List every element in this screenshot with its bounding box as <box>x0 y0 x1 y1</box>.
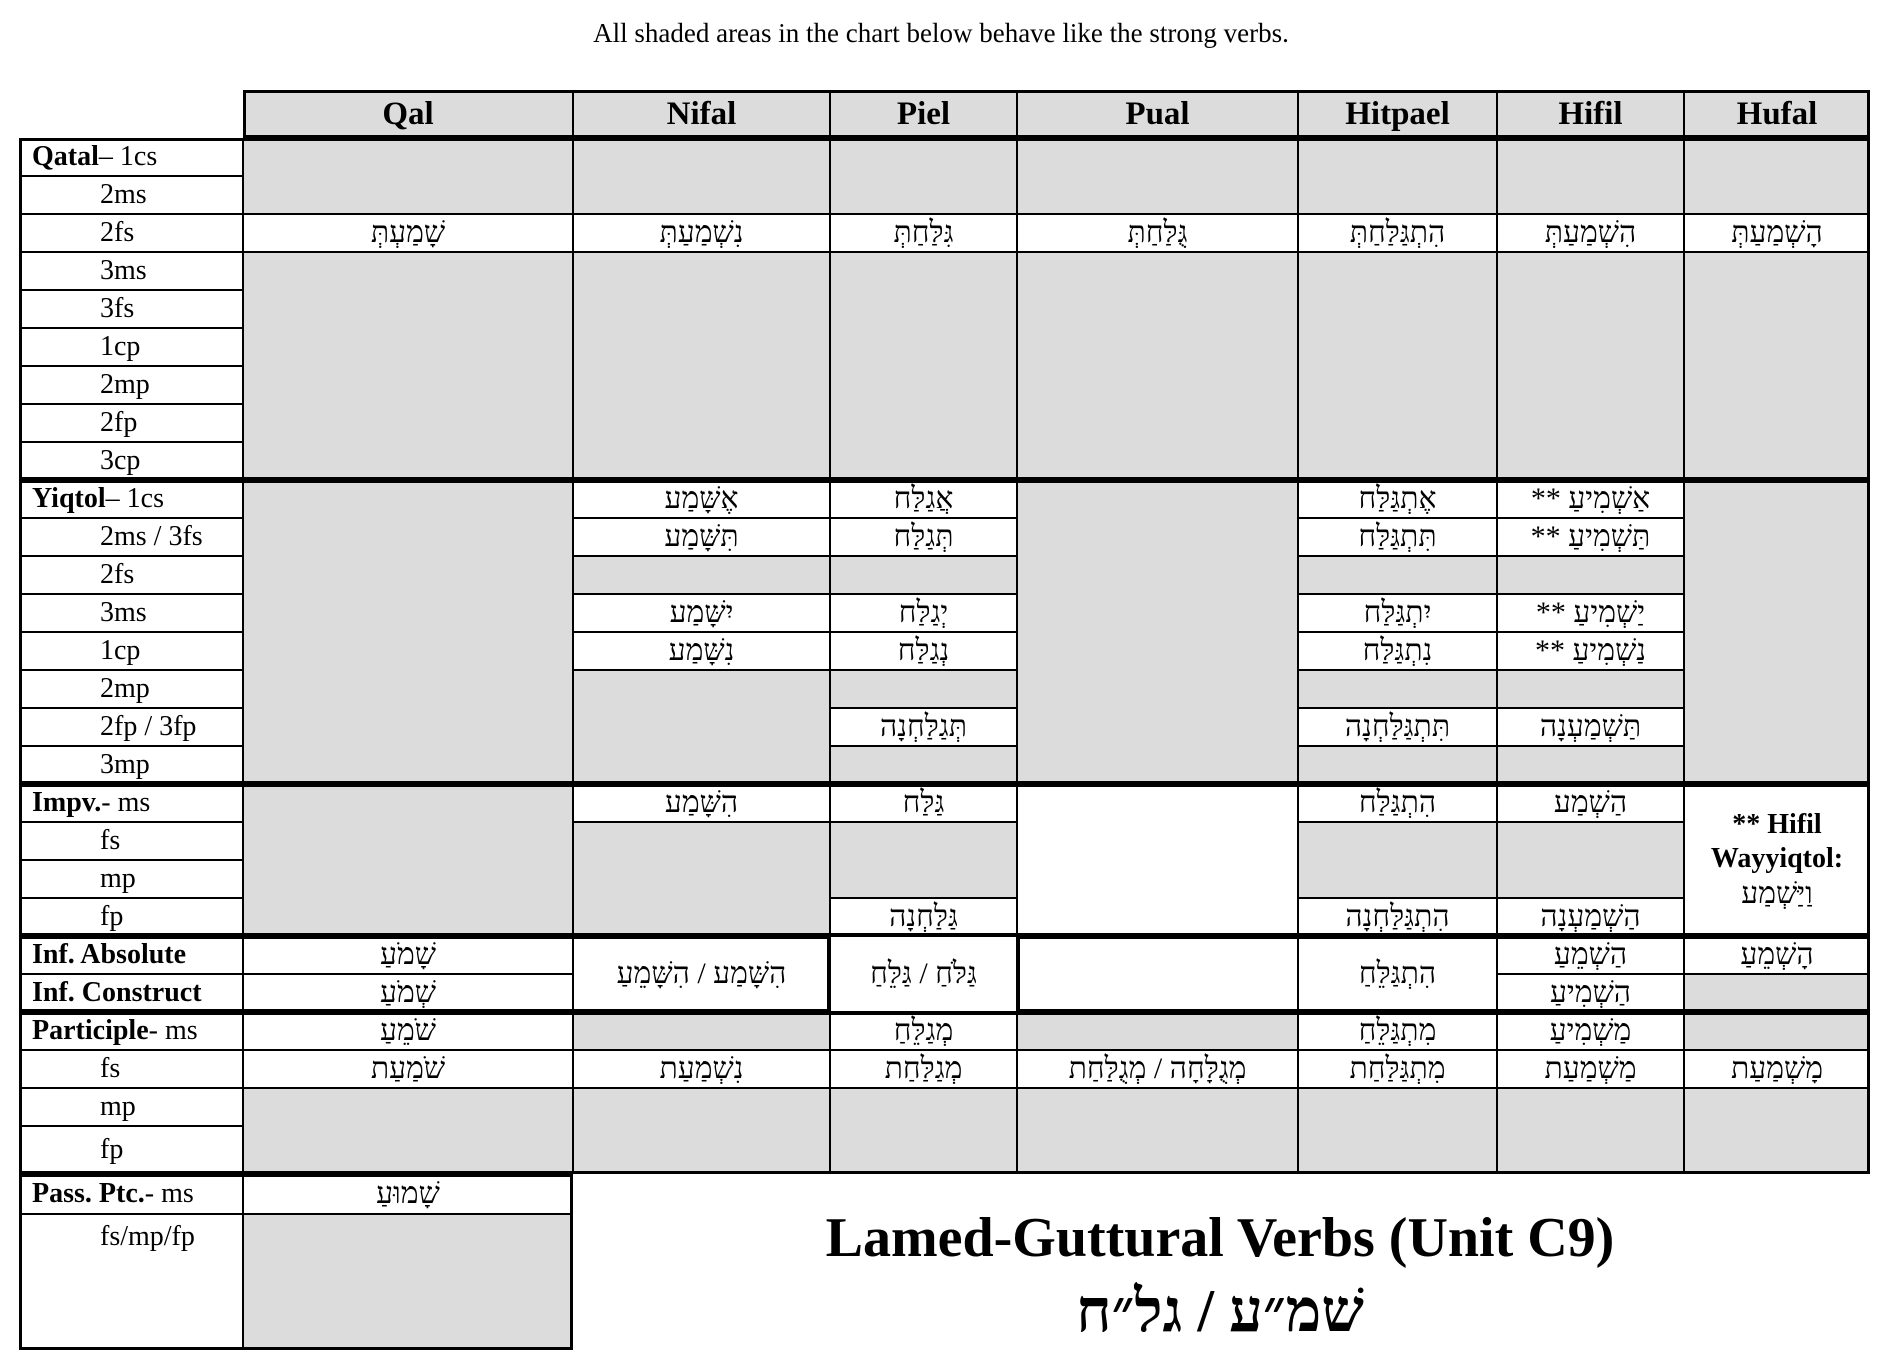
verb-form-cell: הָשְׁמֵעַ <box>1684 936 1870 974</box>
verb-form-cell: נְגַלַּח <box>830 632 1017 670</box>
blank-cell <box>573 1088 830 1174</box>
verb-form-cell: יִתְגַּלַּח <box>1298 594 1497 632</box>
verb-form-cell: גִּלַּחַתְּ <box>830 214 1017 252</box>
verb-form-cell: מְגֻלָּחָה / מְגֻלַּחַת <box>1017 1050 1298 1088</box>
stem-header-hitpael: Hitpael <box>1298 90 1497 138</box>
verb-form-cell: תַּשְׁמַעְנָה <box>1497 708 1684 746</box>
verb-form-cell: גַּלַּחְנָה <box>830 898 1017 936</box>
blank-cell <box>1497 138 1684 214</box>
row-label-form: Impv. <box>32 787 102 818</box>
row-label <box>19 936 243 974</box>
row-label-person: - ms <box>101 787 151 818</box>
row-label <box>19 366 243 404</box>
hifil-note-line3: וַיַּשְׁמַע <box>1741 876 1813 910</box>
verb-form-cell: אַשְׁמִיעַ ** <box>1497 480 1684 518</box>
row-label <box>19 1214 243 1350</box>
row-label <box>19 1050 243 1088</box>
stem-header-nifal: Nifal <box>573 90 830 138</box>
blank-cell <box>243 480 573 936</box>
verb-form-cell: הִתְגַּלַּחַתְּ <box>1298 214 1497 252</box>
blank-cell <box>1298 1088 1497 1174</box>
row-label-person: – 1cs <box>98 141 158 172</box>
stem-header-piel: Piel <box>830 90 1017 138</box>
verb-form-cell: גַּלַּח <box>830 784 1017 822</box>
row-label <box>19 974 243 1012</box>
row-label-person: 2fp <box>100 407 138 438</box>
verb-form-cell: נִתְגַּלַּח <box>1298 632 1497 670</box>
verb-form-cell: גֻּלַּחַתְּ <box>1017 214 1298 252</box>
verb-form-cell: הִשָּׁמַע / הִשָּׁמֵעַ <box>573 936 830 1012</box>
row-label <box>19 670 243 708</box>
blank-cell <box>1497 252 1684 480</box>
blank-cell <box>1684 1088 1870 1174</box>
verb-form-cell: יְגַלַּח <box>830 594 1017 632</box>
verb-form-cell: הִתְגַּלֵּחַ <box>1298 936 1497 1012</box>
row-label-form: Qatal <box>32 141 99 172</box>
blank-cell <box>1017 480 1298 784</box>
blank-cell <box>243 252 573 480</box>
verb-form-cell: תְּגַלַּחְנָה <box>830 708 1017 746</box>
blank-cell <box>1497 746 1684 784</box>
blank-cell <box>1017 784 1298 1012</box>
blank-cell <box>830 822 1017 898</box>
verb-form-cell: תְּגַלַּח <box>830 518 1017 556</box>
row-label-person: fp <box>100 901 124 932</box>
verb-form-cell: הַשְׁמֵעַ <box>1497 936 1684 974</box>
blank-cell <box>1497 670 1684 708</box>
row-label-person: 3ms <box>100 255 147 286</box>
row-label <box>19 518 243 556</box>
row-label-person: 2ms <box>100 179 147 210</box>
row-label-person: mp <box>100 863 136 894</box>
blank-cell <box>1684 252 1870 480</box>
hifil-wayyiqtol-note <box>1684 784 1870 936</box>
row-label-person: 1cp <box>100 635 141 666</box>
verb-form-cell: הִתְגַּלַּחְנָה <box>1298 898 1497 936</box>
row-label-person: - ms <box>144 1178 194 1209</box>
blank-cell <box>1298 822 1497 898</box>
row-label <box>19 442 243 480</box>
row-label-form: Pass. Ptc. <box>32 1178 145 1209</box>
row-label-person: 1cp <box>100 331 141 362</box>
verb-form-cell: תִּתְגַּלַּח <box>1298 518 1497 556</box>
row-label <box>19 784 243 822</box>
row-label <box>19 556 243 594</box>
blank-cell <box>573 252 830 480</box>
row-label <box>19 632 243 670</box>
blank-cell <box>1684 480 1870 784</box>
blank-cell <box>1017 252 1298 480</box>
verb-form-cell: מְגַלֵּחַ <box>830 1012 1017 1050</box>
blank-cell <box>1684 974 1870 1012</box>
header-note: All shaded areas in the chart below behave like the strong verbs. <box>593 18 1289 48</box>
verb-form-cell: הִשְׁמַעַתְּ <box>1497 214 1684 252</box>
row-label <box>19 252 243 290</box>
row-label <box>19 214 243 252</box>
row-label-person: 2mp <box>100 673 150 704</box>
verb-form-cell: מִתְגַּלֵּחַ <box>1298 1012 1497 1050</box>
verb-form-cell: מִתְגַּלַּחַת <box>1298 1050 1497 1088</box>
verb-form-cell: נַשְׁמִיעַ ** <box>1497 632 1684 670</box>
hifil-note-line1: ** Hifil <box>1732 809 1822 841</box>
row-label <box>19 1126 243 1174</box>
verb-form-cell: מַשְׁמַעַת <box>1497 1050 1684 1088</box>
blank-cell <box>1017 1012 1298 1050</box>
row-label <box>19 1088 243 1126</box>
row-label-form: Inf. Construct <box>32 977 202 1008</box>
blank-cell <box>1298 252 1497 480</box>
blank-cell <box>1298 670 1497 708</box>
verb-form-cell: שָׁמוּעַ <box>243 1174 573 1214</box>
row-label-person: 3mp <box>100 749 150 780</box>
stem-header-hufal: Hufal <box>1684 90 1870 138</box>
blank-cell <box>1497 556 1684 594</box>
verb-form-cell: נִשְׁמַעַת <box>573 1050 830 1088</box>
row-label <box>19 708 243 746</box>
verb-form-cell: אֲגַלַּח <box>830 480 1017 518</box>
row-label-person: 2fp / 3fp <box>100 711 197 742</box>
row-label-person: 2mp <box>100 369 150 400</box>
verb-form-cell: מַשְׁמִיעַ <box>1497 1012 1684 1050</box>
verb-form-cell: הָשְׁמַעַתְּ <box>1684 214 1870 252</box>
blank-cell <box>243 1088 573 1174</box>
blank-cell <box>1298 556 1497 594</box>
blank-cell <box>830 252 1017 480</box>
blank-cell <box>830 138 1017 214</box>
verb-form-cell: מְגַלַּחַת <box>830 1050 1017 1088</box>
row-label-person: 2ms / 3fs <box>100 521 203 552</box>
row-label-form: Yiqtol <box>32 483 106 514</box>
blank-cell <box>1497 822 1684 898</box>
blank-cell <box>573 822 830 936</box>
verb-form-cell: שָׁמֹעַ <box>243 936 573 974</box>
verb-form-cell: שֹׁמַעַת <box>243 1050 573 1088</box>
row-label-person: fs <box>100 825 121 856</box>
verb-form-cell: הִשָּׁמַע <box>573 784 830 822</box>
row-label <box>19 404 243 442</box>
verb-form-cell: הַשְׁמַע <box>1497 784 1684 822</box>
row-label-form: Inf. Absolute <box>32 939 187 970</box>
stem-header-hifil: Hifil <box>1497 90 1684 138</box>
row-label <box>19 746 243 784</box>
verb-form-cell: נִשָּׁמַע <box>573 632 830 670</box>
row-label-person: mp <box>100 1091 136 1122</box>
row-label <box>19 480 243 518</box>
row-label <box>19 290 243 328</box>
row-label-person: - ms <box>148 1015 198 1046</box>
chart-title: Lamed-Guttural Verbs (Unit C9) <box>825 1207 1615 1269</box>
blank-cell <box>573 556 830 594</box>
verb-form-cell: שֹׁמֵעַ <box>243 1012 573 1050</box>
row-label-person: fs <box>100 1053 121 1084</box>
row-label <box>19 328 243 366</box>
row-label <box>19 1174 243 1214</box>
row-label <box>19 138 243 176</box>
stem-header-qal: Qal <box>243 90 573 138</box>
blank-cell <box>1298 746 1497 784</box>
blank-cell <box>830 670 1017 708</box>
verb-form-cell: תַּשְׁמִיעַ ** <box>1497 518 1684 556</box>
row-label <box>19 822 243 860</box>
row-label <box>19 1012 243 1050</box>
row-label <box>19 898 243 936</box>
row-label-person: fs/mp/fp <box>100 1221 195 1252</box>
verb-form-cell: תִּתְגַּלַּחְנָה <box>1298 708 1497 746</box>
verb-form-cell: יַשְׁמִיעַ ** <box>1497 594 1684 632</box>
row-label <box>19 594 243 632</box>
blank-cell <box>1017 1088 1298 1174</box>
hifil-note-line2: Wayyiqtol: <box>1710 843 1844 874</box>
row-label-person: 3cp <box>100 445 141 476</box>
row-label-person: 3ms <box>100 597 147 628</box>
row-label-person: – 1cs <box>105 483 164 514</box>
verb-form-cell: יִשָּׁמַע <box>573 594 830 632</box>
verb-form-cell: שָׁמַעְתְּ <box>243 214 573 252</box>
blank-cell <box>1017 138 1298 214</box>
verb-form-cell: הַשְׁמִיעַ <box>1497 974 1684 1012</box>
verb-form-cell: תִּשָּׁמַע <box>573 518 830 556</box>
row-label-person: 2fs <box>100 217 135 248</box>
verb-form-cell: מָשְׁמַעַת <box>1684 1050 1870 1088</box>
verb-form-cell: הַשְׁמַעְנָה <box>1497 898 1684 936</box>
blank-cell <box>243 138 573 214</box>
blank-cell <box>573 138 830 214</box>
verb-form-cell: הִתְגַּלַּח <box>1298 784 1497 822</box>
row-label-person: 3fs <box>100 293 135 324</box>
row-label-person: 2fs <box>100 559 135 590</box>
verb-form-cell: אֶתְגַּלַּח <box>1298 480 1497 518</box>
row-label <box>19 860 243 898</box>
blank-cell <box>1497 1088 1684 1174</box>
verb-form-cell: אֶשָּׁמַע <box>573 480 830 518</box>
row-label-form: Participle <box>32 1015 149 1046</box>
blank-cell <box>573 1012 830 1050</box>
row-label <box>19 176 243 214</box>
verb-form-cell: שְׁמֹעַ <box>243 974 573 1012</box>
blank-cell <box>830 746 1017 784</box>
blank-cell <box>243 1214 573 1350</box>
chart-subtitle: שׁמ״ע / גל״ח <box>1076 1278 1364 1344</box>
verb-form-cell: נִשְׁמַעַתְּ <box>573 214 830 252</box>
blank-cell <box>1298 138 1497 214</box>
blank-cell <box>573 670 830 784</box>
blank-cell <box>1684 1012 1870 1050</box>
blank-cell <box>830 556 1017 594</box>
verb-form-cell: גַּלֹּחַ / גַּלֵּחַ <box>830 936 1017 1012</box>
blank-cell <box>1684 138 1870 214</box>
stem-header-pual: Pual <box>1017 90 1298 138</box>
row-label-person: fp <box>100 1134 124 1165</box>
blank-cell <box>830 1088 1017 1174</box>
